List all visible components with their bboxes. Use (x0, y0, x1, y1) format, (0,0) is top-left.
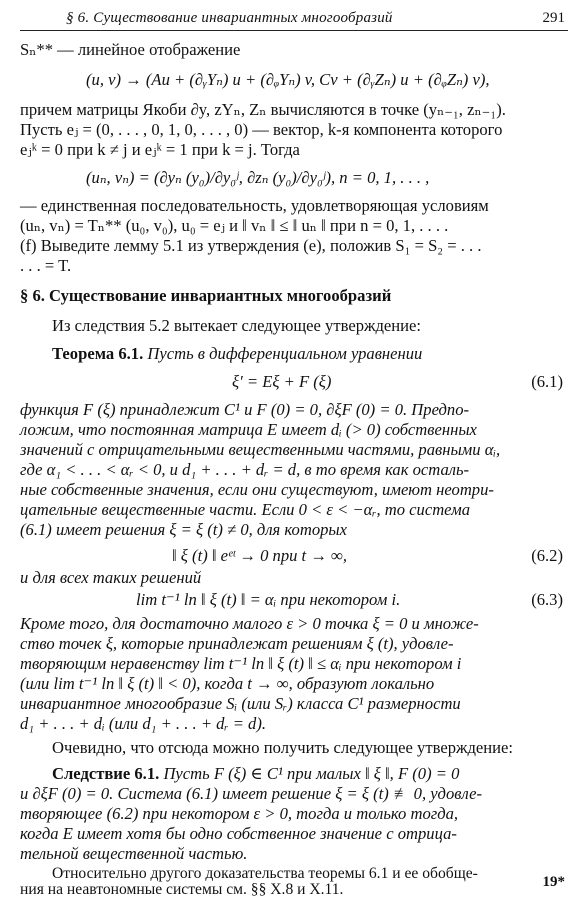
theorem-line: и для всех таких решений (20, 568, 202, 587)
equation: (uₙ, vₙ) = (∂yₙ (y₀)/∂y₀ʲ, ∂zₙ (y₀)/∂y₀ʲ), n = 0, 1, . . . , (86, 168, 430, 187)
equation-6-2: ‖ ξ (t) ‖ eᵉᵗ → 0 при t → ∞, (172, 546, 348, 565)
corollary-line: когда E имеет хотя бы одно собственное значение с отрица- (20, 824, 457, 843)
section-title: § 6. Существование инвариантных многообразий (20, 286, 392, 305)
page-number: 291 (542, 10, 565, 26)
theorem-lead: Пусть в дифференциальном уравнении (147, 344, 423, 363)
theorem-label: Теорема 6.1. (52, 344, 144, 363)
corollary-lead: Пусть F (ξ) ∈ C¹ при малых ‖ ξ ‖, F (0) = 0 (163, 764, 460, 783)
equation-number: (6.1) (531, 372, 563, 391)
equation-6-1: ξ′ = Eξ + F (ξ) (232, 372, 332, 391)
text-line: eⱼᵏ = 0 при k ≠ j и eⱼᵏ = 1 при k = j. Тогда (20, 140, 300, 159)
theorem-line: ство точек ξ, которые принадлежат решениям ξ (t), удовле- (20, 634, 454, 653)
theorem-line: Кроме того, для достаточно малого ε > 0 точка ξ = 0 и множе- (20, 614, 479, 633)
corollary-label: Следствие 6.1. (52, 764, 160, 783)
running-title: § 6. Существование инвариантных многообразий (66, 10, 393, 26)
theorem-line: (или lim t⁻¹ ln ‖ ξ (t) ‖ < 0), когда t → ∞, образуют локально (20, 674, 435, 693)
corollary-line: тельной вещественной частью. (20, 844, 248, 863)
corollary-heading (52, 764, 459, 784)
signature-mark: 19* (542, 874, 565, 890)
closing-line: ния на неавтономные системы см. §§ X.8 и X.11. (20, 881, 344, 898)
theorem-line: d₁ + . . . + dᵢ (или d₁ + . . . + dᵣ = d). (20, 714, 267, 733)
text-line: Sₙ** — линейное отображение (20, 40, 241, 59)
paragraph-text: Очевидно, что отсюда можно получить следующее утверждение: (52, 738, 514, 757)
text-line: Пусть eⱼ = (0, . . . , 0, 1, 0, . . . , 0) — вектор, k-я компонента которого (20, 120, 503, 139)
equation-6-3: lim t⁻¹ ln ‖ ξ (t) ‖ = αᵢ при некотором i. (136, 590, 401, 609)
text-line: — единственная последовательность, удовлетворяющая условиям (20, 196, 489, 215)
text-line: (f) Выведите лемму 5.1 из утверждения (e), положив S₁ = S₂ = . . . (20, 236, 482, 255)
theorem-heading (52, 344, 422, 364)
corollary-line: и ∂ξF (0) = 0. Система (6.1) имеет решение ξ = ξ (t) ≢ 0, удовле- (20, 784, 482, 803)
equation-number: (6.3) (531, 590, 563, 609)
theorem-line: функция F (ξ) принадлежит C¹ и F (0) = 0, ∂ξF (0) = 0. Предпо- (20, 400, 470, 419)
intro-text: Из следствия 5.2 вытекает следующее утверждение: (52, 316, 422, 335)
equation: (u, v) → (Au + (∂ᵧYₙ) u + (∂ᵩYₙ) v, Cv + (∂ᵧZₙ) u + (∂ᵩZₙ) v), (86, 70, 490, 89)
closing-line: Относительно другого доказательства теоремы 6.1 и ее обобще- (52, 865, 478, 882)
text-line: причем матрицы Якоби ∂y, zYₙ, Zₙ вычисляются в точке (yₙ₋₁, zₙ₋₁). (20, 100, 506, 119)
equation-number: (6.2) (531, 546, 563, 565)
theorem-line: ные собственные значения, если они существуют, имеют неотри- (20, 480, 494, 499)
text-line: (uₙ, vₙ) = Tₙ** (u₀, v₀), u₀ = eⱼ и ‖ vₙ ‖ ≤ ‖ uₙ ‖ при n = 0, 1, . . . . (20, 216, 449, 235)
theorem-line: ложим, что постоянная матрица E имеет dᵢ (> 0) собственных (20, 420, 477, 439)
theorem-line: где α₁ < . . . < αᵣ < 0, и d₁ + . . . + dᵣ = d, в то время как осталь- (20, 460, 470, 479)
theorem-line: инвариантное многообразие Sᵢ (или Sᵣ) класса C¹ размерности (20, 694, 461, 713)
theorem-line: творяющим неравенству lim t⁻¹ ln ‖ ξ (t) ‖ ≤ αᵢ при некотором i (20, 654, 462, 673)
theorem-line: (6.1) имеет решения ξ = ξ (t) ≠ 0, для которых (20, 520, 348, 539)
text-line: . . . = T. (20, 256, 72, 275)
corollary-line: творяющее (6.2) при некотором ε > 0, тогда и только тогда, (20, 804, 459, 823)
theorem-line: значений с отрицательными вещественными частями, равными αᵢ, (20, 440, 501, 459)
theorem-line: цательные вещественные части. Если 0 < ε < −αᵣ, то система (20, 500, 471, 519)
header-rule (20, 30, 568, 31)
